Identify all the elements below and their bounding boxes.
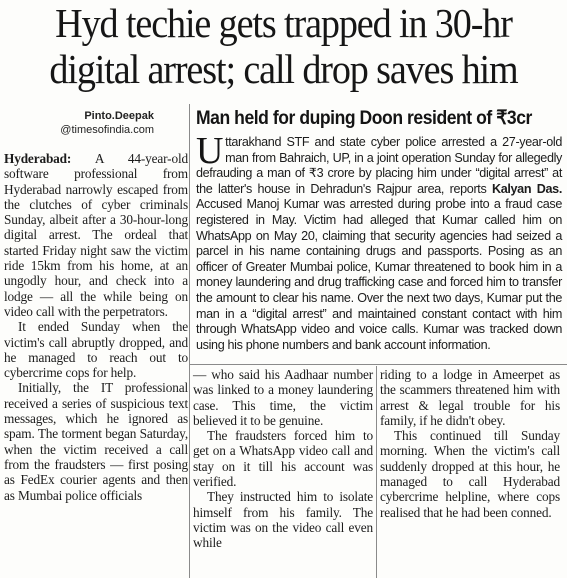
story-paragraph-6: They instructed him to isolate himself from his family. The victim was on the video call even while [193, 489, 373, 551]
story-paragraph-2: It ended Sunday when the victim's call abruptly dropped, and he managed to reach out to cybercrime cops for help. [4, 319, 188, 381]
story-paragraph-1 [4, 151, 188, 319]
story-paragraph-5: The fraudsters forced him to get on a WhatsApp video call and stay on it till his account was verified. [193, 428, 373, 490]
story-paragraph-1-text: A 44-year-old software professional from Hyderabad narrowly escaped from the clutches of cyber criminals Sunday, albeit after a 30-hour-long digital arrest. The ordeal that started Friday night saw the victim ride 15km from his home, at an ungodly hour, and check into a lodge — all the while being on video call with the perpetrators. [4, 151, 188, 319]
sidebar-body [196, 130, 562, 353]
story-paragraph-4: — who said his Aadhaar number was linked to a money laundering case. This time, the victim believed it to be genuine. [193, 367, 373, 428]
sidebar-title: Man held for duping Doon resident of ₹3cr [196, 107, 532, 129]
story-paragraph-3: Initially, the IT professional received a series of suspicious text messages, which he ignored as spam. The torment began Saturday, when the victim received a call from the fraudsters — first posing as FedEx courier agents and then as Mumbai police officials [4, 380, 188, 503]
main-story-column-2 [193, 367, 373, 551]
column-rule-left [189, 104, 190, 578]
main-story-column-1 [4, 151, 188, 503]
byline-name: Pinto.Deepak [84, 110, 154, 122]
story-paragraph-8: This continued till Sunday morning. When the victim's call suddenly dropped at this hour, he managed to call Hyderabad cybercrime helpline, where cops realised that he had been conned. [380, 428, 560, 520]
column-rule-right [376, 366, 377, 578]
sidebar-text-lead: ttarakhand STF and state cyber police arrested a 27-year-old man from Bahraich, UP, in a joint operation Sunday for allegedly defrauding a man of ₹3 crore by placing him under “digital arrest” at the latter's house in Dehradun's Rajpur area, reports [196, 135, 562, 196]
headline-line-2: digital arrest; call drop saves him [49, 46, 518, 92]
sidebar-bottom-rule [189, 364, 567, 365]
main-story-column-3 [380, 367, 560, 520]
story-paragraph-7: riding to a lodge in Ameerpet as the scammers threatened him with arrest & legal trouble for his family, if he didn't obey. [380, 367, 560, 428]
dateline: Hyderabad: [4, 151, 72, 166]
byline-handle: @timesofindia.com [60, 124, 154, 136]
sidebar-reporter: Kalyan Das. [491, 181, 562, 196]
headline-line-1: Hyd techie gets trapped in 30-hr [55, 0, 512, 46]
drop-cap: U [196, 130, 224, 172]
byline [14, 109, 154, 137]
headline [20, 0, 547, 92]
sidebar-text-rest: Accused Manoj Kumar was arrested during probe into a fraud case registered in May. Victim had alleged that Kumar called him on WhatsApp on May 20, claiming that security agencies had seized a parcel in his name containing drugs and passports. Posing as an officer of Greater Mumbai police, Kumar threatened to book him in a money laundering and drug trafficking case and forced him to transfer the amount to clear his name. Over the next two days, Kumar put the man in a “digital arrest” and maintained constant contact with him through WhatsApp video and voice calls. Kumar was tracked down using his phone numbers and bank account information. [196, 197, 562, 352]
